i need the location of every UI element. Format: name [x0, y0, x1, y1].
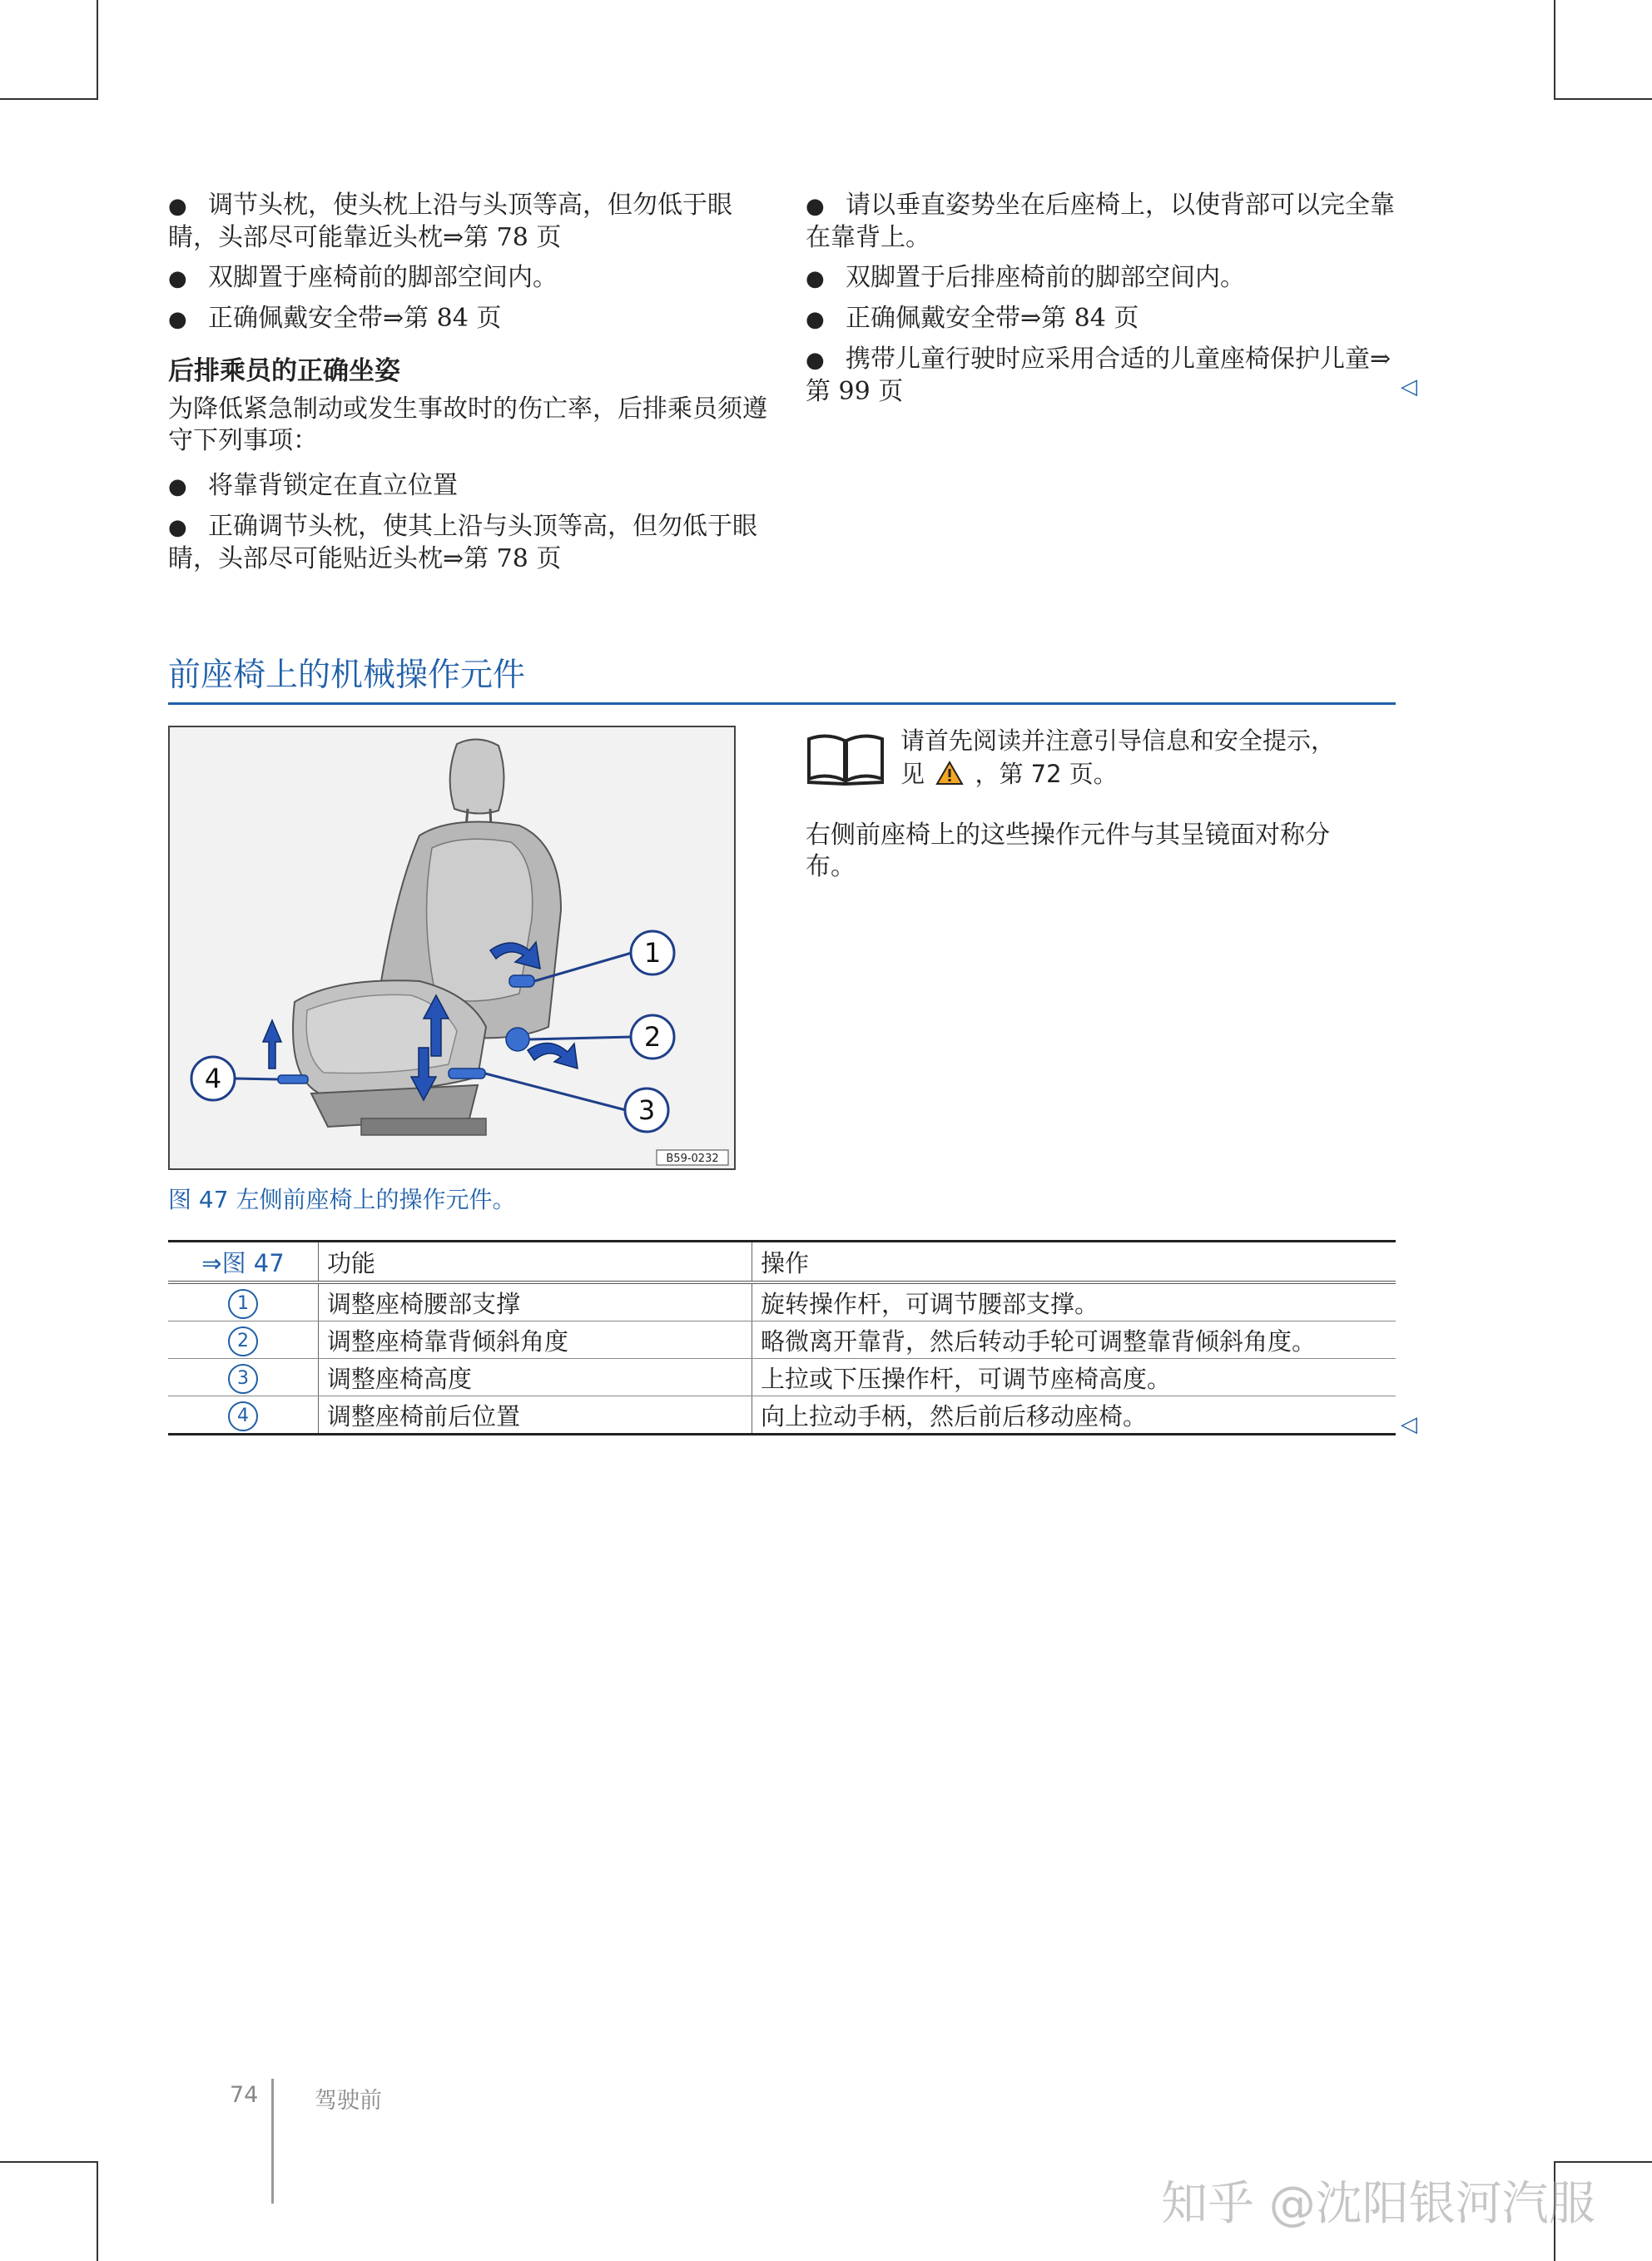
- page-number: 74: [230, 2082, 259, 2108]
- section-title: 前座椅上的机械操作元件: [168, 649, 1396, 705]
- bullet-item: ● 请以垂直姿势坐在后座椅上，以使背部可以完全靠在靠背上。: [806, 191, 1395, 252]
- figure-code: B59-0232: [666, 1153, 719, 1165]
- right-column: [806, 190, 1405, 416]
- row-number-badge: 1: [228, 1289, 258, 1319]
- figure-caption: [168, 1182, 515, 1215]
- crop-mark: [0, 2161, 98, 2163]
- svg-text:3: 3: [637, 1094, 656, 1126]
- row-number-badge: 3: [228, 1364, 258, 1394]
- table-cell: 调整座椅前后位置: [319, 1396, 752, 1435]
- crop-mark: [1554, 0, 1555, 98]
- note-text: [900, 724, 1400, 791]
- bullet-item: ● 双脚置于座椅前的脚部空间内。: [168, 263, 558, 292]
- chapter-title: 驾驶前: [315, 2088, 382, 2114]
- svg-text:1: 1: [643, 937, 662, 969]
- bullet-item: ● 正确佩戴安全带⇒第 84 页: [806, 304, 1139, 333]
- crop-mark: [1554, 2161, 1652, 2163]
- seat-figure: [168, 726, 736, 1170]
- crop-mark: [0, 98, 98, 100]
- left-column: [168, 190, 767, 583]
- table-cell: 调整座椅高度: [319, 1359, 752, 1396]
- table-cell: 调整座椅靠背倾斜角度: [319, 1321, 752, 1359]
- bullet-item: ● 双脚置于后排座椅前的脚部空间内。: [806, 263, 1245, 292]
- row-number-badge: 2: [228, 1326, 258, 1356]
- table-row: [168, 1396, 1396, 1435]
- figure-caption-text: 左侧前座椅上的操作元件。: [236, 1186, 516, 1213]
- figure-caption-prefix: 图 47: [168, 1186, 229, 1213]
- crop-mark: [1554, 98, 1652, 100]
- table-header: 操作: [752, 1242, 1397, 1283]
- crop-mark: [97, 2161, 98, 2261]
- callout-1: [631, 931, 674, 974]
- callout-4: [191, 1057, 235, 1100]
- bullet-item: ● 携带儿童行驶时应采用合适的儿童座椅保护儿童⇒第 99 页: [806, 345, 1392, 406]
- bullet-item: ● 正确调节头枕，使其上沿与头顶等高，但勿低于眼睛，头部尽可能贴近头枕⇒第 78 页: [168, 512, 757, 573]
- table-header: ⇒图 47: [168, 1242, 319, 1283]
- table-header: 功能: [319, 1242, 752, 1283]
- book-icon: [806, 732, 886, 786]
- table-cell: 略微离开靠背，然后转动手轮可调整靠背倾斜角度。: [752, 1321, 1397, 1359]
- callout-3: [625, 1088, 668, 1132]
- table-row: [168, 1282, 1396, 1321]
- bullet-item: ● 将靠背锁定在直立位置: [168, 471, 458, 500]
- footer-divider: [271, 2079, 274, 2204]
- table-row: [168, 1359, 1396, 1396]
- table-cell: 上拉或下压操作杆，可调节座椅高度。: [752, 1359, 1397, 1396]
- table-row: [168, 1321, 1396, 1359]
- table-header-row: [168, 1242, 1396, 1283]
- svg-text:4: 4: [204, 1063, 222, 1094]
- table-cell: 调整座椅腰部支撑: [319, 1282, 752, 1321]
- bullet-item: ● 调节头枕，使头枕上沿与头顶等高，但勿低于眼睛，头部尽可能靠近头枕⇒第 78 页: [168, 191, 732, 252]
- warning-icon: [935, 761, 964, 786]
- callout-2: [631, 1015, 674, 1059]
- crop-mark: [97, 0, 98, 98]
- operations-table: [168, 1240, 1396, 1435]
- watermark: 知乎 @沈阳银河汽服: [1161, 2177, 1595, 2231]
- table-cell: 向上拉动手柄，然后前后移动座椅。: [752, 1396, 1397, 1435]
- table-cell: 旋转操作杆，可调节腰部支撑。: [752, 1282, 1397, 1321]
- seat-illustration: [170, 727, 734, 1168]
- subheading: 后排乘员的正确坐姿: [168, 356, 400, 386]
- row-number-badge: 4: [228, 1401, 258, 1431]
- end-mark-icon: ◁: [1401, 1412, 1417, 1437]
- end-mark-icon: ◁: [1401, 374, 1417, 399]
- svg-text:2: 2: [643, 1021, 662, 1053]
- intro-paragraph: 为降低紧急制动或发生事故时的伤亡率，后排乘员须遵守下列事项：: [168, 394, 767, 455]
- bullet-item: ● 正确佩戴安全带⇒第 84 页: [168, 304, 502, 333]
- note-line-2: 见 ，第 72 页。: [900, 760, 1118, 788]
- note-line-1: 请首先阅读并注意引导信息和安全提示，: [900, 726, 1336, 755]
- description-paragraph: 右侧前座椅上的这些操作元件与其呈镜面对称分布。: [806, 821, 1330, 881]
